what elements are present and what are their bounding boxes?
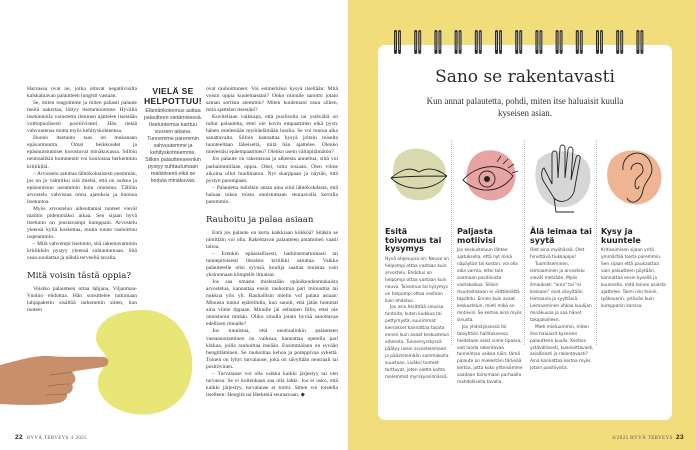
sidebar-text: Elämänkokemus auttaa palautteen sietämisessä. Itsetuntemus karttuu vuosien aikana. Tunnemme paremmin vahvuutemme ja kehityskohteemme. Silloin palautteeseenkin pystyy suhtautumaan realistisesti eikä se horjuta minäkuvaa.: [143, 108, 203, 184]
sidebar-heading: VIELÄ SE HELPOTTUU!: [144, 86, 202, 106]
paragraph: Mieti mieluummin, miten itse haluaisit kyseisen palautteen kuulla. Kenties ystävällisesti, kunnioittavasti, asiallisesti ja rakentavasti? Aina kannattaa kertoa myös jotain positiivista.: [530, 324, 594, 372]
page-folio-right: [612, 434, 684, 441]
paragraph: Voisiko palautteen ottaa lahjana, Viljanmaa-Vuohio ehdottaa. Hän suosittelee tutkimaan lahjapaketin sisältöä tarkemmin sitten, kun tunteet: [27, 286, 137, 314]
binding-ring: [455, 30, 462, 54]
article-column-2: [206, 86, 338, 399]
paragraph: Myös arvostelun aiheuttamat tunteet vievät mailtin pidemmäksi aikaa. Sen sijaan hyvä itsetunto on joustavampi kumppani. Arvostelu yleensä kyllä koskettaa, mutta tunne rauhoittuu nopeammin.: [27, 205, 137, 240]
paragraph: Jos yhdistyksessä tai taloyhtiön hallituksessa hoidetaan asiat viime tipassa, voit luoda rakentavaa tunnelmaa vaikka näin: tämä palaute on mielestäni tärkeää kertoa, jotta koko yhteisömme saadaan toimimaan parhaalla mahdollisella tavalla.: [457, 324, 523, 386]
paragraph-group: [206, 230, 338, 399]
lips-icon: [385, 140, 451, 218]
tip-card-motive: [457, 140, 523, 387]
page-title: Sano se rakentavasti: [435, 67, 615, 87]
spiral-binding: [390, 28, 660, 56]
paragraph: Jos palaute on rakentavaa ja alkeesta annettua, siitä voi parhaimmillaan oppia. Okei, totta tosiaan. Olen viime aikoina ollut huolimaton. Nyt skarppaan ja näytän, että pystyn parempaan.: [206, 156, 338, 184]
paragraph: Jos saa omasta mielestään epäoikeudenmukaista arvostelua, kannattaa ensin rauhoittua pari minuuttia tai nukkua yön yli. Rauhallisin mielin voi palata asiaan: Minusta tuntui epäreilulta, kun sanoit, että jätän hommat aina viime tippaan. Minulle jäi sellainen fiilis, ettei ole onnistunut mitään. Oliko sinulla jotain hyvää sanottavaa edellisen rinnalle?: [206, 279, 338, 328]
binding-ring: [535, 30, 542, 54]
tip-card-listen: [601, 140, 667, 311]
subheading: Mitä voisin tästä oppia?: [27, 271, 132, 282]
article-column-1: [27, 86, 137, 314]
tip-heading: Esitä toivomus tai kysymys: [385, 227, 442, 254]
binding-ring: [475, 30, 482, 54]
column-divider: [596, 140, 597, 345]
binding-ring: [394, 30, 401, 54]
tip-heading: Paljasta motiivisi: [457, 227, 496, 245]
magazine-name: 4/2025 HYVÄ TERVEYS: [612, 436, 673, 441]
right-page: [348, 0, 696, 450]
paragraph: Huono itsetunto taas on mukanaan epävarmuutta. Omat heikkoudet ja epäonnistumiset korostuvat minäkuvassa. Silloin neutraalikin kommentti voi kuulostaa herkemmin kritiikiltä.: [27, 135, 137, 170]
tip-card-wish: [385, 140, 451, 382]
binding-ring: [556, 30, 563, 54]
page-folio-left: [15, 434, 87, 441]
tip-heading: Älä leimaa tai syytä: [530, 227, 592, 245]
hand-icon: [0, 356, 108, 405]
paragraph: Harvassa ovat ne, jotka ottavat negatiivisilta kalskahtavan palautteen lungisti vastaan.: [27, 86, 137, 100]
paragraph: Olet aina myöhässä. Olet hirvittävä tiukkapipo!: [530, 248, 585, 261]
paragraph: – Arvostelu satuttaa lähtökohtaisesti enemmän, jos on jo valmiiksi sitä mieltä, että on surkea ja epäonnistuu useammin kuin onnistuu. Tällöin arvostelu vahvistaa omia ajatuksia ja huonoa itsetuntoa.: [27, 170, 137, 205]
binding-ring: [434, 30, 441, 54]
page-number: 23: [675, 434, 684, 441]
paragraph: – Mitä vahvempi itsetunto, sitä rakentavammin kritiikkiin pystyy yleensä suhtautumaan. Sitä osaa suodattaa ja nähdä terveellä tavalla.: [27, 241, 137, 262]
binding-ring: [576, 30, 583, 54]
ear-icon: [601, 140, 667, 218]
tip-heading: Kysy ja kuuntele: [601, 227, 641, 245]
binding-ring: [414, 30, 421, 54]
paragraph: Jos keskusteluun lähtee ajatuksella, että nyt minä näpäytän tai kostan, voi olla aika varma, ettei tule saamaan positiivista vastakaikua. Silloin muutostakaan ei välttämättä tapahdu. Ennen kuin avaat keskustelun, mieti mikä on motiivisi. Se kertoo aina myös sinusta.: [457, 248, 522, 323]
paragraph: Tuomitseminen, leimaaminen ja arvostelu vievät metsään. Myös ilmaukset: "aina" tai "ei koskaan" ovat sävyltään leimaavia ja syyttäviä. Leimaaminen uhkaa kuulijan minäkuvaa ja saa hänet takajaloilleen.: [530, 262, 592, 323]
paragraph: – Palautetta tulisikin antaa aina siitä lähtökohdasta, että haluaa tukea toista onnistumaan seuraavalla kerralla paremmin.: [206, 184, 338, 205]
binding-ring: [636, 30, 643, 54]
page-subtitle: Kun annat palautetta, pohdi, miten itse haluaisit kuulla kyseisen asian.: [426, 96, 624, 118]
hand-icon: [530, 140, 596, 218]
paragraph: – Erenkin epäasiallisesti, harkitsemattomasti tai tunnepitoisesti ilmaistu kritiikki satuttaa. Vaikka palautteelle olisi syynsä, kuulija saattaa muistaa vain yksinomaan kömpelöt ilmaisut.: [206, 250, 338, 279]
paragraph-group: [27, 86, 137, 262]
eye-icon: [457, 140, 523, 218]
paragraph: Kritisoimisen sijaan yritä ymmärtää toista paremmin. Sen sijaan että paukauttaa vain palautteen pöytään, kannattaa ensin kysellä ja kuunnella, mitä toinen asiasta ajattelee. Toimi niin teinin, työkaverin, ystävän kuin kumppanin kanssa.: [601, 248, 666, 309]
paragraph-group: [206, 86, 338, 206]
paragraph: Hyvä ohjenuora on: Neuvo on helpompi ottaa vastaan kuin arvostelu. Ehdotus on helpompi ottaa vastaan kuin neuvo. Toivomus tai kysymys on helpompi ottaa vastaan kuin ehdotus.: [385, 256, 449, 304]
tip-text: [457, 248, 523, 387]
tip-text: [530, 248, 596, 373]
yellow-blob: [96, 310, 192, 415]
tip-card-blame: [530, 140, 596, 373]
paragraph: Jos asia herättää sinussa tunteita, kuten kiukkua tai pettymystä, suurimmat kierrokset kannattaa tasata ennen kuin avaat keskustelun aiheesta. Tunnemyrskyssä päätyy usein arvostelemaan ja päästelemään sammakoita suustaan. Lisäksi tunteet tarttuvat, joten olette kohta molemmat myrskynsilmässä.: [385, 305, 450, 380]
magazine-name: HYVÄ TERVEYS 4·2025: [26, 436, 88, 441]
pointing-hand-illustration: [0, 300, 200, 420]
paragraph: Se, miten reagoimme ja miten pahasti palaute meitä nakertaa, liittyy itsetuntoomme. Hyvällä itsetunnolla varustettu ihminen ajattelee itsestään voittopuolisesti positiivisesti. Hän tietää vahvuutensa mutta myös kehityskohteensa.: [27, 100, 137, 135]
paragraph: Kuvitellaan vaikkapa, että puolisolta tai ystävältä on tullut palautetta, ettei ole kovin empaattinen eikä pysty hänen mielestään myötäelämään huolia. Se voi tuntua aika sanattavalta. Silloin kannattaa kysyä joltain toiselta luonteeltaan läheiseltä, mitä hän ajattelee. Olenko mielestäsi epäempaattinen? Olenko usein välinpitämätön?: [206, 114, 338, 156]
paragraph: – Turvalause voi olla vaikka kaikki järjestyy tai olet turvassa. Se ei kuitenkaan saa olla lahki. Jos ei usko, että kaikki järjestyy, turvalause ei toimi. Sitten voi toistella itselleen: Hengitä tai Hetkestä seuraavaan. ◆: [206, 370, 338, 398]
binding-ring: [515, 30, 522, 54]
sidebar-box: [143, 87, 203, 185]
paragraph: ovat rauhoittuneet. Voi esimerkiksi kysyä itseltään: Mitä voisin oppia kuulemastani? Onko minulle sanottu jotain saman sortista aiemmin? Miten kuulemani osuu siihen, mitä ajattelen itsestäni?: [206, 86, 338, 114]
binding-ring: [495, 30, 502, 54]
paragraph: Entä jos palaute on kerta kaikkiaan kökköä? Sitäkin se nimittäin voi olla. Rakentavan palautteen antaminen vaatii taitoa.: [206, 229, 338, 250]
subheading: Rauhoitu ja palaa asiaan: [206, 214, 314, 225]
column-divider: [524, 140, 525, 345]
page-number: 22: [15, 434, 24, 441]
notebook-card: [378, 45, 672, 420]
paragraph: Jos tunnistaa, että neutraalinkin palautteen vastaanottaminen on vaikeaa, kannattaa opetella pari kikkaa, joilla rauhoittaa itseään. Ensimmäinen on syvään hengittäminen. Se rauhoittaa kehoa ja pomppivaa sykettä. Toinen on lyhyt turvalause, joka on sävyltään neutraali tai positiivinen.: [206, 328, 338, 370]
tip-text: [601, 248, 667, 311]
column-divider: [451, 140, 452, 345]
binding-ring: [616, 30, 623, 54]
tip-text: [385, 257, 451, 382]
binding-ring: [596, 30, 603, 54]
